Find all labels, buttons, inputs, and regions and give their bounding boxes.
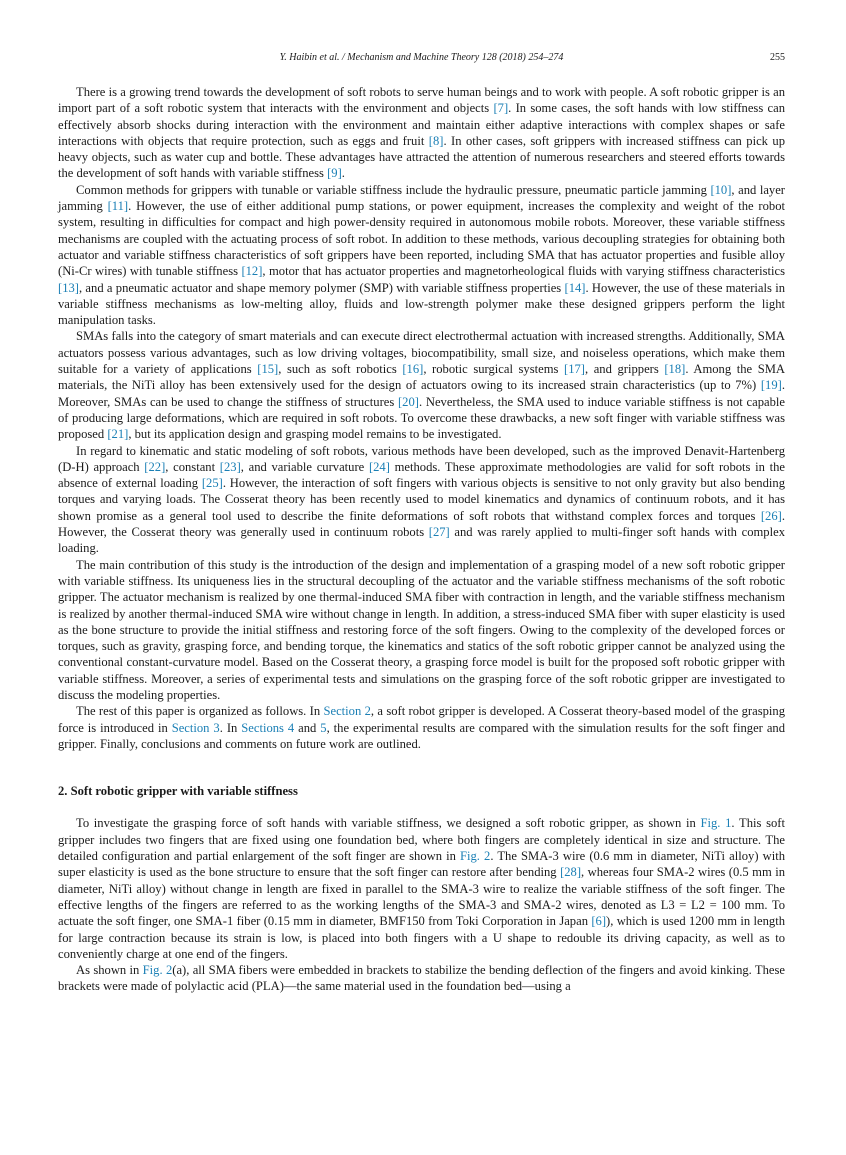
citation-link[interactable]: [21]	[107, 427, 129, 442]
page-number: 255	[770, 52, 785, 63]
section-link[interactable]: Section 2	[323, 704, 371, 719]
citation-link[interactable]: [25]	[201, 476, 223, 491]
citation-link[interactable]: [17]	[564, 362, 585, 377]
citation-link[interactable]: [26]	[760, 508, 782, 523]
paragraph: The rest of this paper is organized as follows. In Section 2, a soft robot gripper is developed. A Cosserat theory-based model of the grasping force is introduced in Section 3. In Sections 4 and 5, the experimental results are compared with the simulation results for the soft finger and gripper. Finally, conclusions and comments on future work are outlined.	[58, 704, 786, 751]
figure-link[interactable]: Fig. 2	[460, 849, 491, 864]
paragraph: In regard to kinematic and static modeling of soft robots, various methods have been developed, such as the improved Denavit-Hartenberg (D-H) approach [22], constant [23], and variable curvature [24] methods. These approximate methodologies are valid for soft robots in the absence of external loading [25]. However, the interaction of soft fingers with various objects is sensitive to not only gravity but also bending torques and varying loads. The Cosserat theory has been recently used to model kinematics and dynamics of continuum robots, and it has shown promise as a general tool used to describe the finite deformations of soft robots that withstand complex forces and torques [26]. However, the Cosserat theory was generally used in continuum robots [27] and was rarely applied to multi-finger soft hands with complex loading.	[58, 443, 786, 556]
citation-link[interactable]: [12]	[241, 264, 263, 279]
section-link[interactable]: Section 3	[171, 720, 220, 735]
citation-link[interactable]: [14]	[564, 280, 586, 295]
citation-link[interactable]: [23]	[219, 459, 241, 474]
section-heading: 2. Soft robotic gripper with variable stiffness	[58, 784, 298, 799]
citation-link[interactable]: [15]	[257, 362, 279, 377]
citation-link[interactable]: [6]	[591, 914, 607, 929]
paragraph: There is a growing trend towards the development of soft robots to serve human beings and to work with people. A soft robotic gripper is an import part of a soft robotic system that interacts with the environment and objects [7]. In some cases, the soft hands with low stiffness can effectively absorb shocks during interaction with the environment and maintain either adaptive interactions with complex shapes or safe interactions with objects that require protection, such as eggs and fruit [8]. In other cases, soft grippers with increased stiffness can pick up heavy objects, such as water cup and bottle. These advantages have attracted the attention of numerous researchers and steered efforts towards the development of soft hands with variable stiffness [9].	[58, 85, 785, 181]
paragraph: Common methods for grippers with tunable or variable stiffness include the hydraulic pressure, pneumatic particle jamming [10], and layer jamming [11]. However, the use of either additional pump stations, or power equipment, increases the complexity and weight of the robot system, resulting in difficulties for compact and high power-density required in autonomous mobile robots. Moreover, these variable stiffness mechanisms are coupled with the actuating process of soft robot. In addition to these methods, various decoupling strategies for obtaining both actuator and variable stiffness characteristics of soft grippers have been reported, including SMA that has actuator properties and fusible alloy (Ni-Cr wires) with tunable stiffness [12], motor that has actuator properties and magnetorheological fluids with varying stiffness characteristics [13], and a pneumatic actuator and shape memory polymer (SMP) with variable stiffness properties [14]. However, the use of these materials in variable stiffness mechanisms as low-melting alloy, fluids and low-strength polymer make these designed grippers perform the light manipulation tasks.	[58, 182, 785, 328]
running-title: Y. Haibin et al. / Mechanism and Machine Theory 128 (2018) 254–274	[279, 52, 564, 63]
citation-link[interactable]: [20]	[397, 394, 419, 409]
citation-link[interactable]: [27]	[428, 525, 450, 540]
citation-link[interactable]: [10]	[710, 182, 732, 197]
citation-link[interactable]: [11]	[107, 199, 129, 214]
body-text	[58, 84, 785, 995]
citation-link[interactable]: [24]	[368, 459, 390, 474]
paragraph: To investigate the grasping force of soft hands with variable stiffness, we designed a soft robotic gripper, as shown in Fig. 1. This soft gripper includes two fingers that are fixed using one foundation bed, where both fingers are completely identical in size and structure. The detailed configuration and partial enlargement of the soft finger are shown in Fig. 2. The SMA-3 wire (0.6 mm in diameter, NiTi alloy) with super elasticity is used as the bone structure to ensure that the soft finger can restore after bending [28], whereas four SMA-2 wires (0.5 mm in diameter, NiTi alloy) without change in length are fixed in parallel to the SMA-3 wire to realize the variable stiffness of the soft finger. The effective lengths of the fingers are referred to as the working lengths of the SMA-3 and SMA-2 wires, denoted as L3 = L2 = 100 mm. To actuate the soft finger, one SMA-1 fiber (0.15 mm in diameter, BMF150 from Toki Corporation in Japan [6]), which is used 1200 mm in length for large contraction because its strain is low, is placed into both fingers with a U shape to redouble its driving capacity, as well as to conveniently charge at one end of the fingers.	[58, 816, 785, 961]
citation-link[interactable]: [18]	[664, 362, 686, 377]
section-link[interactable]: 5	[320, 720, 327, 735]
citation-link[interactable]: [9]	[327, 166, 342, 181]
paragraph: SMAs falls into the category of smart materials and can execute direct electrothermal actuation with increased strengths. Additionally, SMA actuators possess various advantages, such as low driving voltages, biocompatibility, small size, and noiseless operations, which make them suitable for a variety of applications [15], such as soft robotics [16], robotic surgical systems [17], and grippers [18]. Among the SMA materials, the NiTi alloy has been extensively used for the design of actuators owing to its increased strain characteristics (up to 7%) [19]. Moreover, SMAs can be used to change the stiffness of structures [20]. Nevertheless, the SMA used to induce variable stiffness is not capable of producing large deformations, which are required in soft robots. To overcome these drawbacks, a new soft finger with variable stiffness was proposed [21], but its application design and grasping model remains to be investigated.	[58, 329, 785, 442]
figure-link[interactable]: Fig. 2	[142, 963, 173, 978]
citation-link[interactable]: [7]	[493, 101, 509, 116]
citation-link[interactable]: [16]	[402, 362, 424, 377]
citation-link[interactable]: [28]	[560, 865, 582, 880]
figure-link[interactable]: Fig. 1	[700, 816, 732, 831]
citation-link[interactable]: [22]	[144, 459, 166, 474]
citation-link[interactable]: [19]	[760, 378, 782, 393]
paragraph: The main contribution of this study is the introduction of the design and implementation of a grasping model of a new soft robotic gripper with variable stiffness. Its uniqueness lies in the structural decoupling of the actuator and the variable stiffness mechanisms of the soft robotic gripper. The actuator mechanism is realized by one thermal-induced SMA fiber with contraction in length, and the variable stiffness mechanism is realized by another thermal-induced SMA wire without change in length. In addition, a stress-induced SMA fiber with super elasticity is used as the bone structure to provide the initial stiffness and restoring force of the soft fingers. Owing to the complexity of the developed forces or torques, such as gravity, grasping force, and bending torque, the kinematics and statics of the soft robotic gripper cannot be analyzed using the conventional constant-curvature model. Based on the Cosserat theory, a grasping force model is built for the proposed soft robotic gripper with variable stiffness. Moreover, a series of experimental tests and simulations on the grasping force of the soft robotic gripper are investigated to discuss the modeling properties.	[58, 557, 785, 702]
running-header	[58, 52, 785, 66]
section-link[interactable]: Sections 4	[241, 720, 295, 735]
citation-link[interactable]: [8]	[428, 133, 444, 148]
paragraph: As shown in Fig. 2(a), all SMA fibers were embedded in brackets to stabilize the bending deflection of the fingers and avoid kinking. These brackets were made of polylactic acid (PLA)—the same material used in the foundation bed—using a	[58, 963, 785, 994]
citation-link[interactable]: [13]	[58, 280, 79, 295]
